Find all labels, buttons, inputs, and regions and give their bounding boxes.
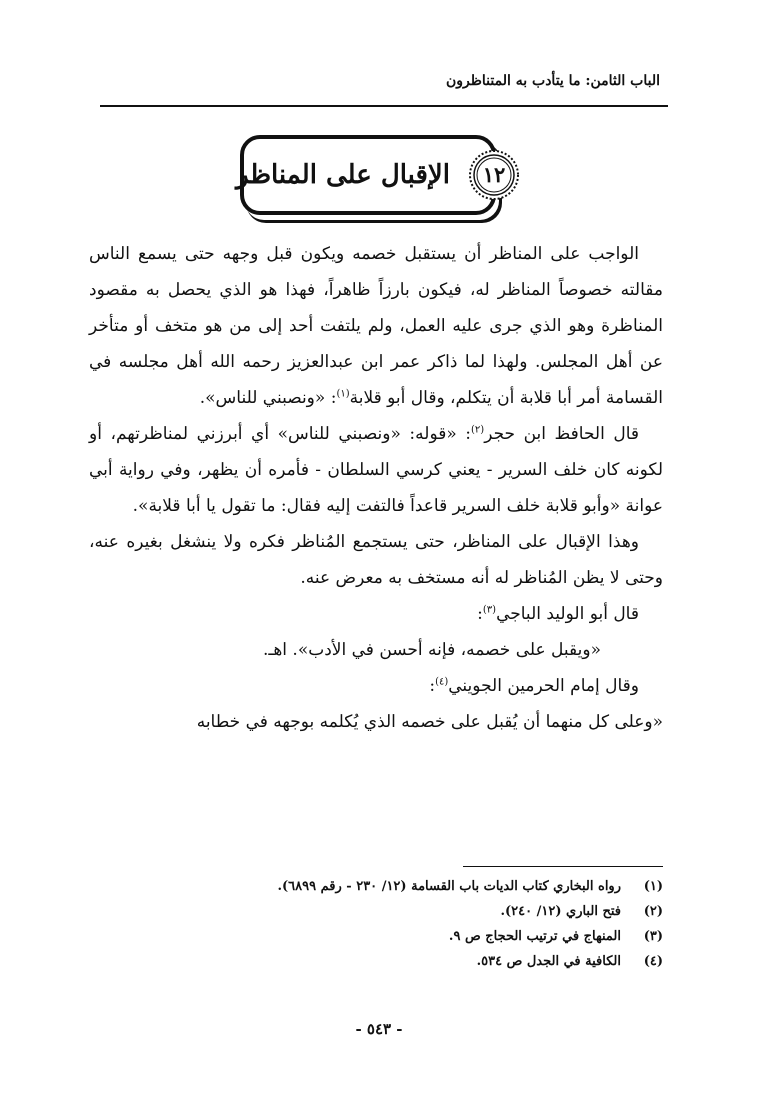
paragraph-7-quote: «وعلى كل منهما أن يُقبل على خصمه الذي يُكلمه بوجهه في خطابه bbox=[196, 712, 663, 732]
footnote-number: (٤) bbox=[643, 954, 663, 969]
paragraph-5-quote: «ويقبل على خصمه، فإنه أحسن في الأدب». اهـ. bbox=[262, 640, 601, 660]
section-number: ١٢ bbox=[482, 162, 506, 187]
paragraph-1 bbox=[89, 236, 663, 416]
footnote-item bbox=[89, 924, 663, 949]
paragraph-2 bbox=[89, 416, 663, 524]
paragraph-2-end: : «قوله: «ونصبني للناس» أي أبرزني لمناظرتهم، أو لكونه كان خلف السرير - يعني كرسي السلطان - فأمره أن يظهر، وفي رواية أبي عوانة «وأبو قلابة خلف السرير قاعداً فالتفت إليه فقال: ما تقول يا أبا قلابة». bbox=[89, 424, 663, 516]
paragraph-3: وهذا الإقبال على المناظر، حتى يستجمع المُناظر فكره ولا ينشغل بغيره عنه، وحتى لا يظن المُناظر له أنه مستخف به معرض عنه. bbox=[89, 532, 663, 588]
footnote-number: (٣) bbox=[643, 929, 663, 944]
running-header: الباب الثامن: ما يتأدب به المتناظرون bbox=[445, 73, 660, 89]
paragraph-4-end: : bbox=[477, 604, 483, 624]
footnote-text: المنهاج في ترتيب الحجاج ص ٩. bbox=[448, 929, 621, 944]
footnote-ref-1: (١) bbox=[336, 388, 350, 400]
paragraph-4 bbox=[89, 596, 663, 632]
section-title: الإقبال على المناظر bbox=[235, 160, 450, 190]
footnote-ref-4: (٤) bbox=[435, 676, 449, 688]
paragraph-6-end: : bbox=[429, 676, 436, 696]
section-number-medallion bbox=[468, 149, 520, 201]
footnote-item bbox=[89, 874, 663, 899]
footnote-text: الكافية في الجدل ص ٥٣٤. bbox=[476, 954, 621, 969]
footnotes bbox=[89, 874, 663, 974]
footnote-ref-3: (٣) bbox=[482, 604, 497, 616]
footnote-ref-2: (٢) bbox=[471, 424, 485, 436]
paragraph-1-text: الواجب على المناظر أن يستقبل خصمه ويكون قبل وجهه حتى يسمع الناس مقالته خصوصاً المناظر له، فيكون بارزاً ظاهراً، فهذا هو الذي يحصل به مقصود المناظرة وهو الذي جرى عليه العمل، ولم يلتفت أحد إلى من هو متخف أو متأخر عن أهل المجلس. ولهذا لما ذاكر عمر ابن عبدالعزيز رحمه الله أهل مجلسه في القسامة أمر أبا قلابة أن يتكلم، وقال أبو قلابة bbox=[89, 244, 663, 408]
footnote-text: رواه البخاري كتاب الديات باب القسامة (١٢/ ٢٣٠ - رقم ٦٨٩٩). bbox=[277, 879, 621, 894]
footnote-item bbox=[89, 899, 663, 924]
header-rule bbox=[100, 105, 668, 107]
footnote-number: (٢) bbox=[643, 904, 663, 919]
page-number: - ٥٤٣ - bbox=[355, 1020, 403, 1038]
body-text bbox=[89, 236, 663, 740]
paragraph-6 bbox=[89, 668, 663, 704]
paragraph-1-end: : «ونصبني للناس». bbox=[199, 388, 337, 408]
footnote-item bbox=[89, 949, 663, 974]
footnote-number: (١) bbox=[643, 879, 663, 894]
footnote-text: فتح الباري (١٢/ ٢٤٠). bbox=[500, 904, 621, 919]
paragraph-6-start: وقال إمام الحرمين الجويني bbox=[448, 676, 639, 696]
paragraph-2-start: قال الحافظ ابن حجر bbox=[484, 424, 640, 444]
section-title-box bbox=[235, 135, 506, 215]
paragraph-4-start: قال أبو الوليد الباجي bbox=[496, 604, 639, 624]
footnote-rule bbox=[463, 866, 663, 867]
